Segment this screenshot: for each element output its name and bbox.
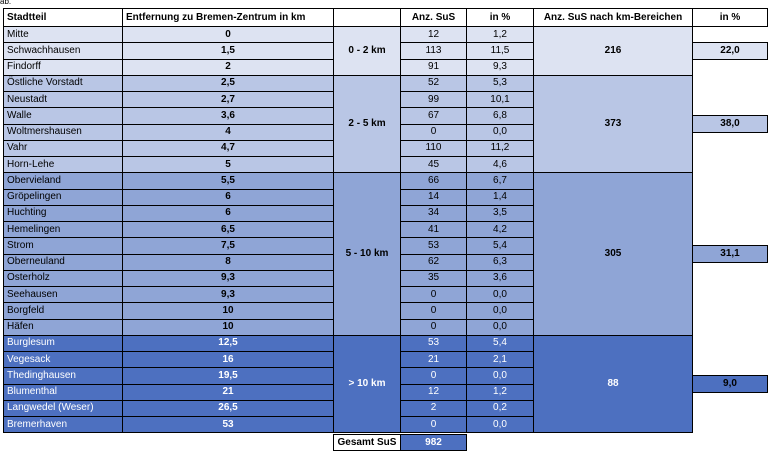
header-prozent-bereich: in % xyxy=(692,8,768,27)
range-group: 2 - 5 km xyxy=(333,75,401,174)
range-total: 88 xyxy=(533,335,693,434)
row-prozent: 4,2 xyxy=(466,221,534,238)
row-prozent: 2,1 xyxy=(466,351,534,368)
row-entfernung: 3,6 xyxy=(122,107,334,124)
row-anz: 113 xyxy=(400,42,467,59)
row-anz: 2 xyxy=(400,400,467,417)
row-stadtteil: Burglesum xyxy=(3,335,123,352)
row-anz: 45 xyxy=(400,156,467,173)
row-stadtteil: Oberneuland xyxy=(3,254,123,271)
row-entfernung: 5,5 xyxy=(122,172,334,189)
row-prozent: 5,4 xyxy=(466,237,534,254)
row-entfernung: 16 xyxy=(122,351,334,368)
row-stadtteil: Hemelingen xyxy=(3,221,123,238)
row-stadtteil: Vegesack xyxy=(3,351,123,368)
row-prozent: 6,3 xyxy=(466,254,534,271)
header-entfernung: Entfernung zu Bremen-Zentrum in km xyxy=(122,8,334,27)
range-percent: 22,0 xyxy=(692,42,768,59)
range-percent: 38,0 xyxy=(692,115,768,132)
row-anz: 12 xyxy=(400,26,467,43)
row-prozent: 0,0 xyxy=(466,302,534,319)
row-anz: 34 xyxy=(400,205,467,222)
row-prozent: 11,2 xyxy=(466,140,534,157)
row-anz: 0 xyxy=(400,286,467,303)
row-prozent: 10,1 xyxy=(466,91,534,108)
row-stadtteil: Häfen xyxy=(3,319,123,336)
row-entfernung: 4 xyxy=(122,124,334,141)
range-percent: 9,0 xyxy=(692,375,768,392)
row-prozent: 0,0 xyxy=(466,416,534,433)
row-prozent: 3,6 xyxy=(466,270,534,287)
row-stadtteil: Horn-Lehe xyxy=(3,156,123,173)
range-total: 216 xyxy=(533,26,693,76)
row-stadtteil: Borgfeld xyxy=(3,302,123,319)
row-prozent: 1,2 xyxy=(466,384,534,401)
row-anz: 66 xyxy=(400,172,467,189)
row-stadtteil: Langwedel (Weser) xyxy=(3,400,123,417)
row-anz: 21 xyxy=(400,351,467,368)
row-entfernung: 2,5 xyxy=(122,75,334,92)
row-stadtteil: Thedinghausen xyxy=(3,367,123,384)
row-prozent: 5,4 xyxy=(466,335,534,352)
row-prozent: 1,2 xyxy=(466,26,534,43)
row-anz: 0 xyxy=(400,367,467,384)
row-anz: 91 xyxy=(400,59,467,76)
row-entfernung: 10 xyxy=(122,302,334,319)
row-anz: 0 xyxy=(400,302,467,319)
row-entfernung: 5 xyxy=(122,156,334,173)
row-entfernung: 2 xyxy=(122,59,334,76)
row-entfernung: 10 xyxy=(122,319,334,336)
row-entfernung: 26,5 xyxy=(122,400,334,417)
header-range xyxy=(333,8,401,27)
row-prozent: 5,3 xyxy=(466,75,534,92)
header-stadtteil: Stadtteil xyxy=(3,8,123,27)
row-stadtteil: Strom xyxy=(3,237,123,254)
row-stadtteil: Walle xyxy=(3,107,123,124)
row-entfernung: 19,5 xyxy=(122,367,334,384)
row-stadtteil: Östliche Vorstadt xyxy=(3,75,123,92)
row-anz: 0 xyxy=(400,319,467,336)
row-anz: 35 xyxy=(400,270,467,287)
row-stadtteil: Neustadt xyxy=(3,91,123,108)
row-stadtteil: Gröpelingen xyxy=(3,189,123,206)
row-anz: 0 xyxy=(400,416,467,433)
header-anz: Anz. SuS xyxy=(400,8,467,27)
row-stadtteil: Bremerhaven xyxy=(3,416,123,433)
range-group: > 10 km xyxy=(333,335,401,434)
row-entfernung: 4,7 xyxy=(122,140,334,157)
row-anz: 0 xyxy=(400,124,467,141)
row-stadtteil: Seehausen xyxy=(3,286,123,303)
header-anz-bereich: Anz. SuS nach km-Bereichen xyxy=(533,8,693,27)
row-prozent: 6,7 xyxy=(466,172,534,189)
row-entfernung: 6 xyxy=(122,189,334,206)
row-prozent: 9,3 xyxy=(466,59,534,76)
row-entfernung: 6,5 xyxy=(122,221,334,238)
row-anz: 110 xyxy=(400,140,467,157)
row-anz: 67 xyxy=(400,107,467,124)
row-entfernung: 21 xyxy=(122,384,334,401)
row-anz: 41 xyxy=(400,221,467,238)
row-anz: 53 xyxy=(400,237,467,254)
range-total: 373 xyxy=(533,75,693,174)
row-anz: 53 xyxy=(400,335,467,352)
row-prozent: 1,4 xyxy=(466,189,534,206)
range-percent: 31,1 xyxy=(692,245,768,262)
cut-off-text: ab. xyxy=(0,0,12,6)
row-entfernung: 2,7 xyxy=(122,91,334,108)
row-entfernung: 6 xyxy=(122,205,334,222)
row-stadtteil: Schwachhausen xyxy=(3,42,123,59)
row-stadtteil: Mitte xyxy=(3,26,123,43)
row-prozent: 0,0 xyxy=(466,124,534,141)
row-prozent: 0,2 xyxy=(466,400,534,417)
row-anz: 99 xyxy=(400,91,467,108)
range-group: 5 - 10 km xyxy=(333,172,401,336)
row-entfernung: 53 xyxy=(122,416,334,433)
row-prozent: 4,6 xyxy=(466,156,534,173)
row-entfernung: 9,3 xyxy=(122,270,334,287)
gesamt-value: 982 xyxy=(400,434,467,451)
row-stadtteil: Osterholz xyxy=(3,270,123,287)
row-stadtteil: Blumenthal xyxy=(3,384,123,401)
row-stadtteil: Vahr xyxy=(3,140,123,157)
row-stadtteil: Obervieland xyxy=(3,172,123,189)
row-anz: 52 xyxy=(400,75,467,92)
row-prozent: 0,0 xyxy=(466,367,534,384)
row-entfernung: 1,5 xyxy=(122,42,334,59)
row-stadtteil: Woltmershausen xyxy=(3,124,123,141)
row-prozent: 0,0 xyxy=(466,319,534,336)
row-entfernung: 12,5 xyxy=(122,335,334,352)
header-prozent: in % xyxy=(466,8,534,27)
row-anz: 12 xyxy=(400,384,467,401)
row-entfernung: 8 xyxy=(122,254,334,271)
row-entfernung: 9,3 xyxy=(122,286,334,303)
row-prozent: 11,5 xyxy=(466,42,534,59)
row-anz: 62 xyxy=(400,254,467,271)
gesamt-label: Gesamt SuS xyxy=(333,434,401,451)
row-entfernung: 0 xyxy=(122,26,334,43)
range-group: 0 - 2 km xyxy=(333,26,401,76)
row-prozent: 6,8 xyxy=(466,107,534,124)
row-prozent: 3,5 xyxy=(466,205,534,222)
row-stadtteil: Findorff xyxy=(3,59,123,76)
row-stadtteil: Huchting xyxy=(3,205,123,222)
range-total: 305 xyxy=(533,172,693,336)
row-prozent: 0,0 xyxy=(466,286,534,303)
row-entfernung: 7,5 xyxy=(122,237,334,254)
row-anz: 14 xyxy=(400,189,467,206)
